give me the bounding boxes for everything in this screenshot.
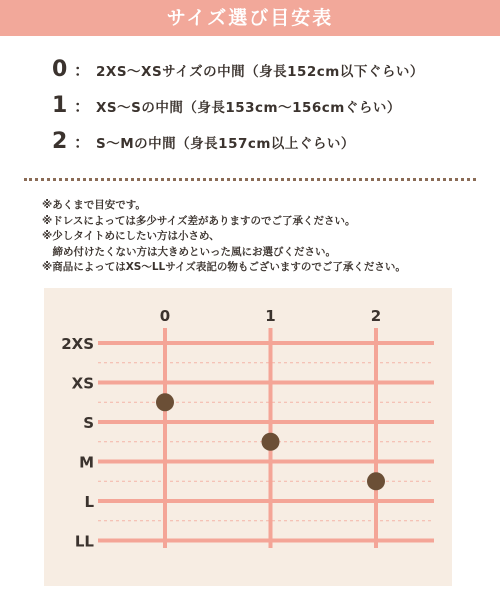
row-label: M [79,453,94,472]
size-colon: ： [74,133,91,152]
row-label: 2XS [61,335,94,353]
size-number: 1 [52,93,68,118]
note-line: ※少しタイトめにしたい方は小さめ、 [42,230,220,242]
size-colon: ： [74,61,91,80]
row-label: XS [71,374,94,393]
row-label: S [83,414,94,432]
size-number: 0 [52,57,68,82]
row-label: LL [74,532,94,551]
column-label: 0 [159,307,171,325]
column-label: 2 [370,307,382,325]
size-number: 2 [52,129,68,154]
note-line: ※商品によってはXS～LLサイズ表記の物もございますのでご了承ください。 [42,261,406,273]
point-marker [367,472,385,490]
page-title: サイズ選び目安表 [0,0,500,36]
note-line: ※あくまで目安です。 [42,199,146,211]
size-description: XS～Sの中間（身長153cm～156cmぐらい） [96,100,401,116]
size-description: 2XS～XSサイズの中間（身長152cm以下ぐらい） [96,64,424,80]
row-label: L [84,493,94,511]
point-marker [262,433,280,451]
size-colon: ： [74,97,91,116]
note-line: ※ドレスによっては多少サイズ差がありますのでご了承ください。 [42,214,356,227]
note-line: 締め付けたくない方は大きめといった風にお選びください。 [42,245,336,258]
size-description: S～Mの中間（身長157cm以上ぐらい） [96,136,355,152]
point-marker [156,393,174,411]
column-label: 1 [265,307,276,325]
